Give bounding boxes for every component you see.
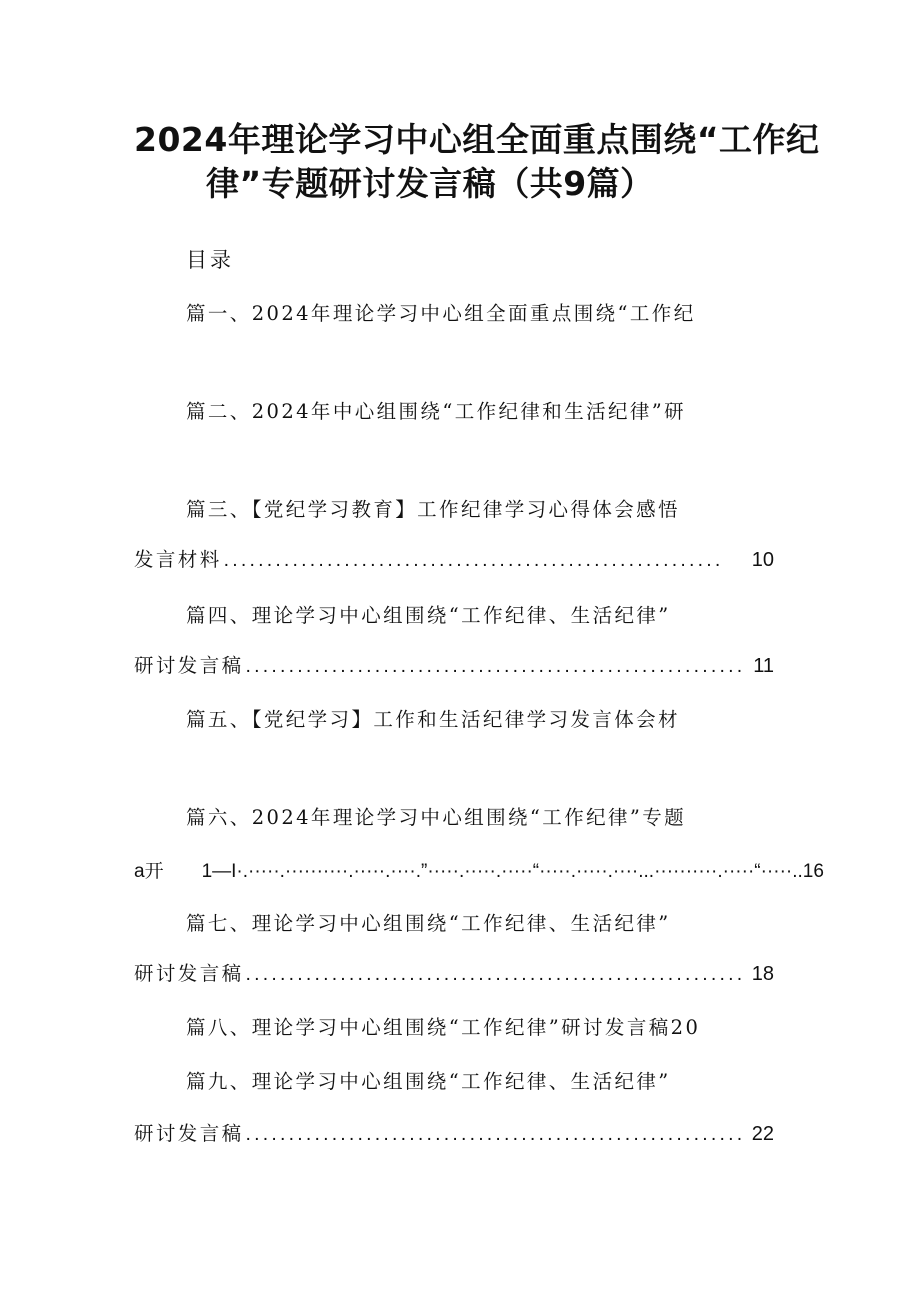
toc-entry-6[interactable]: 篇六、2024年理论学习中心组围绕“工作纪律”专题 [186,806,687,829]
toc-entry-3-continuation[interactable] [134,544,774,574]
toc-entry-7-continuation[interactable] [134,958,774,988]
toc-entry-3[interactable]: 篇三、【党纪学习教育】工作纪律学习心得体会感悟 [186,498,680,521]
toc-entry-9[interactable]: 篇九、理论学习中心组围绕“工作纪律、生活纪律” [186,1070,671,1093]
toc-entry-4-tail: 研讨发言稿 [134,654,244,677]
leader-dots: .......................................................... [245,1123,746,1145]
toc-entry-3-page: 10 [751,549,774,571]
title-line-1: 2024年理论学习中心组全面重点围绕“工作纪 [134,120,820,159]
leader-dots: .......................................................... [223,549,724,571]
title-line-2: 律”专题研讨发言稿（共9篇） [206,164,654,203]
toc-entry-1[interactable]: 篇一、2024年理论学习中心组全面重点围绕“工作纪 [186,302,696,325]
toc-entry-3-tail: 发言材料 [134,548,222,571]
toc-entry-4-page: 11 [753,655,774,677]
toc-entry-8[interactable]: 篇八、理论学习中心组围绕“工作纪律”研讨发言稿20 [186,1016,701,1039]
toc-entry-9-continuation[interactable] [134,1118,774,1148]
toc-entry-5[interactable]: 篇五、【党纪学习】工作和生活纪律学习发言体会材 [186,708,680,731]
leader-dots: .......................................................... [245,963,746,985]
leader-dots: .......................................................... [245,655,746,677]
toc-entry-7[interactable]: 篇七、理论学习中心组围绕“工作纪律、生活纪律” [186,912,671,935]
toc-entry-2[interactable]: 篇二、2024年中心组围绕“工作纪律和生活纪律”研 [186,400,687,423]
toc-entry-7-tail: 研讨发言稿 [134,962,244,985]
toc-entry-4[interactable]: 篇四、理论学习中心组围绕“工作纪律、生活纪律” [186,604,671,627]
toc-entry-6-garbled-line[interactable]: a开 1—I·.·····.··········.·····.····.”·····.·····.·····“·····.·····.····...··········.·····“·····..16 [134,861,824,882]
document-title [134,118,820,206]
toc-entry-9-tail: 研讨发言稿 [134,1122,244,1145]
toc-entry-9-page: 22 [751,1123,774,1145]
toc-entry-7-page: 18 [751,963,774,985]
toc-heading: 目录 [186,248,234,272]
toc-entry-4-continuation[interactable] [134,650,774,680]
